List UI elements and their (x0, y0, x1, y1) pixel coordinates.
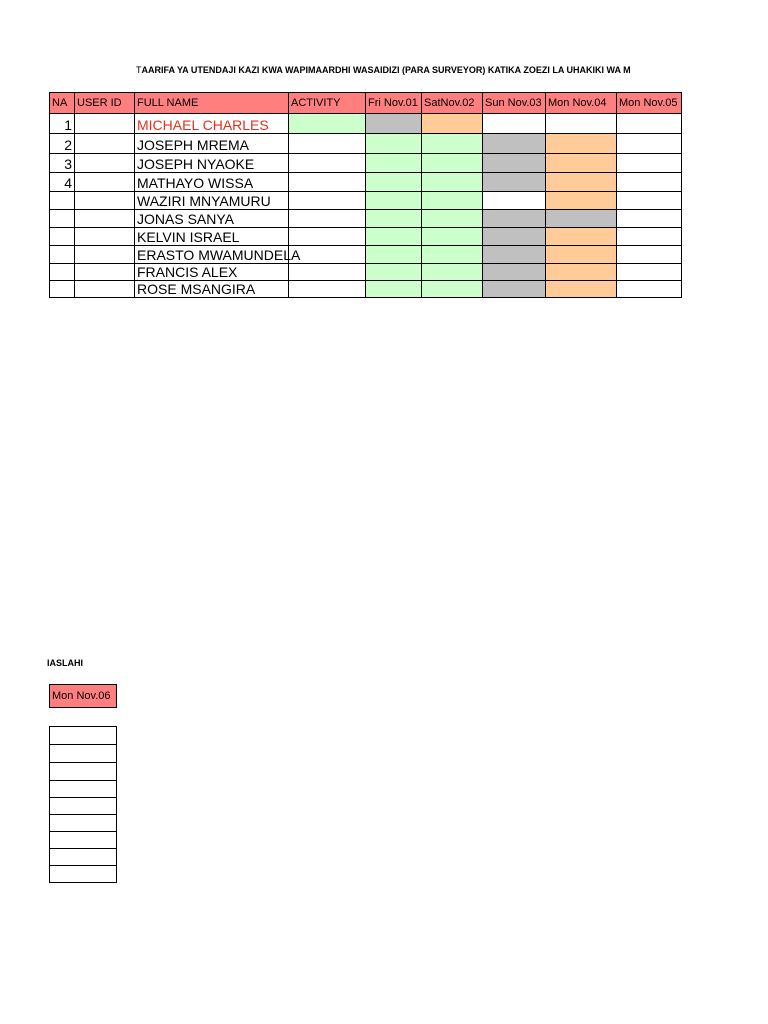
mini-header-row (50, 685, 117, 708)
day-cell[interactable] (483, 281, 546, 298)
day-cell[interactable] (546, 281, 617, 298)
row-number-cell[interactable] (50, 246, 75, 264)
column-header[interactable]: FULL NAME (135, 93, 289, 114)
full-name-cell[interactable] (135, 281, 289, 298)
table-row (50, 192, 682, 210)
full-name-cell[interactable] (135, 228, 289, 246)
mini-row (50, 798, 117, 815)
mini-row (50, 745, 117, 763)
full-name-cell[interactable] (135, 173, 289, 192)
day-cell[interactable] (483, 210, 546, 228)
day-cell[interactable] (422, 228, 483, 246)
spacer-row (50, 708, 117, 727)
day-cell[interactable] (617, 134, 682, 154)
day-cell[interactable] (50, 798, 117, 815)
mini-row (50, 727, 117, 745)
full-name-text: FRANCIS ALEX (137, 264, 238, 280)
activity-cell[interactable] (289, 173, 366, 192)
table-row (50, 154, 682, 173)
table-row (50, 264, 682, 281)
day-cell[interactable] (483, 173, 546, 192)
day-cell[interactable] (366, 114, 422, 134)
row-number-cell[interactable] (50, 192, 75, 210)
day-cell[interactable] (546, 134, 617, 154)
user-id-cell[interactable] (75, 228, 135, 246)
row-number-cell[interactable] (50, 264, 75, 281)
activity-cell[interactable] (289, 210, 366, 228)
full-name-cell[interactable] (135, 154, 289, 173)
day-cell[interactable] (617, 264, 682, 281)
day-cell[interactable] (483, 154, 546, 173)
day-cell[interactable] (483, 228, 546, 246)
table-row (50, 228, 682, 246)
mini-row (50, 866, 117, 883)
column-header[interactable]: Mon Nov.05 (617, 93, 682, 114)
full-name-cell[interactable] (135, 210, 289, 228)
user-id-cell[interactable] (75, 264, 135, 281)
full-name-cell[interactable] (135, 134, 289, 154)
table-row (50, 246, 682, 264)
day-cell[interactable] (366, 154, 422, 173)
title-first-letter: T (136, 65, 142, 75)
spacer-cell (50, 708, 117, 727)
full-name-text: JOSEPH NYAOKE (137, 156, 255, 172)
column-header[interactable]: Mon Nov.04 (546, 93, 617, 114)
day-cell[interactable] (422, 154, 483, 173)
day-cell[interactable] (617, 114, 682, 134)
day-cell[interactable] (366, 173, 422, 192)
day-cell[interactable] (50, 763, 117, 781)
activity-cell[interactable] (289, 264, 366, 281)
activity-cell[interactable] (289, 281, 366, 298)
sheet-title (136, 64, 684, 76)
full-name-cell[interactable] (135, 192, 289, 210)
mini-row (50, 832, 117, 849)
day-cell[interactable] (546, 114, 617, 134)
mini-row (50, 849, 117, 866)
day-cell[interactable] (422, 264, 483, 281)
day-cell[interactable] (617, 192, 682, 210)
full-name-cell[interactable] (135, 246, 301, 264)
row-number-cell[interactable] (50, 228, 75, 246)
day-cell[interactable] (546, 192, 617, 210)
day-cell[interactable] (422, 281, 483, 298)
table-row (50, 210, 682, 228)
activity-cell[interactable] (289, 154, 366, 173)
day-cell[interactable] (366, 246, 422, 264)
table-row (50, 134, 682, 154)
table-row (50, 281, 682, 298)
table-row (50, 114, 682, 134)
table-row (50, 173, 682, 192)
day-cell[interactable] (50, 849, 117, 866)
day-cell[interactable] (546, 210, 617, 228)
column-header[interactable]: Fri Nov.01 (366, 93, 422, 114)
day-cell[interactable] (366, 281, 422, 298)
mini-row (50, 781, 117, 798)
user-id-cell[interactable] (75, 114, 135, 134)
day-cell[interactable] (50, 745, 117, 763)
user-id-cell[interactable] (75, 246, 135, 264)
day-cell[interactable] (617, 246, 682, 264)
user-id-cell[interactable] (75, 173, 135, 192)
day-cell[interactable] (366, 228, 422, 246)
day-cell[interactable] (617, 154, 682, 173)
day-cell[interactable] (617, 228, 682, 246)
title-text: AARIFA YA UTENDAJI KAZI KWA WAPIMAARDHI WASAIDIZI (PARA SURVEYOR) KATIKA ZOEZI LA UHAKIKI WA M (141, 65, 631, 75)
full-name-cell[interactable] (135, 264, 289, 281)
day-cell[interactable] (50, 781, 117, 798)
user-id-cell[interactable] (75, 281, 135, 298)
column-header-mon-nov06[interactable]: Mon Nov.06 (50, 685, 117, 708)
day-cell[interactable] (366, 192, 422, 210)
day-cell[interactable] (422, 114, 483, 134)
column-header[interactable]: NA (50, 93, 75, 114)
mini-row (50, 763, 117, 781)
row-number-cell[interactable]: 3 (50, 154, 75, 173)
mon-nov06-table (49, 684, 117, 883)
day-cell[interactable] (50, 727, 117, 745)
day-cell[interactable] (366, 210, 422, 228)
full-name-text: KELVIN ISRAEL (137, 229, 240, 245)
day-cell[interactable] (422, 210, 483, 228)
day-cell[interactable] (546, 154, 617, 173)
row-number-cell[interactable]: 4 (50, 173, 75, 192)
day-cell[interactable] (546, 264, 617, 281)
activity-cell[interactable] (289, 228, 366, 246)
day-cell[interactable] (50, 832, 117, 849)
mini-row (50, 815, 117, 832)
activity-cell[interactable] (289, 134, 366, 154)
full-name-text: JOSEPH MREMA (137, 137, 250, 153)
activity-cell[interactable] (289, 114, 366, 134)
day-cell[interactable] (50, 866, 117, 883)
day-cell[interactable] (483, 134, 546, 154)
day-cell[interactable] (422, 192, 483, 210)
day-cell[interactable] (546, 246, 617, 264)
full-name-cell[interactable] (135, 114, 289, 134)
row-number-cell[interactable]: 2 (50, 134, 75, 154)
full-name-text: WAZIRI MNYAMURU (137, 193, 271, 209)
activity-cell[interactable] (289, 192, 366, 210)
full-name-text: ROSE MSANGIRA (137, 281, 256, 297)
day-cell[interactable] (617, 173, 682, 192)
day-cell[interactable] (546, 173, 617, 192)
day-cell[interactable] (483, 246, 546, 264)
full-name-text: ERASTO MWAMUNDELA (137, 247, 301, 263)
full-name-text: MICHAEL CHARLES (137, 117, 269, 133)
column-header[interactable]: SatNov.02 (422, 93, 483, 114)
full-name-text: JONAS SANYA (137, 211, 234, 227)
day-cell[interactable] (422, 173, 483, 192)
day-cell[interactable] (366, 264, 422, 281)
activity-cell[interactable] (289, 246, 366, 264)
day-cell[interactable] (422, 246, 483, 264)
row-number-cell[interactable] (50, 281, 75, 298)
day-cell[interactable] (546, 228, 617, 246)
day-cell[interactable] (50, 815, 117, 832)
full-name-text: MATHAYO WISSA (137, 175, 254, 191)
row-number-cell[interactable] (50, 210, 75, 228)
day-cell[interactable] (483, 114, 546, 134)
day-cell[interactable] (617, 281, 682, 298)
user-id-cell[interactable] (75, 210, 135, 228)
day-cell[interactable] (422, 134, 483, 154)
attendance-table (49, 92, 682, 298)
day-cell[interactable] (483, 192, 546, 210)
row-number-cell[interactable]: 1 (50, 114, 75, 134)
user-id-cell[interactable] (75, 134, 135, 154)
day-cell[interactable] (483, 264, 546, 281)
column-header[interactable]: ACTIVITY (289, 93, 366, 114)
day-cell[interactable] (617, 210, 682, 228)
user-id-cell[interactable] (75, 192, 135, 210)
column-header[interactable]: Sun Nov.03 (483, 93, 546, 114)
column-header[interactable]: USER ID (75, 93, 135, 114)
user-id-cell[interactable] (75, 154, 135, 173)
day-cell[interactable] (366, 134, 422, 154)
header-row (50, 93, 682, 114)
section2-label: IASLAHI (47, 658, 83, 668)
